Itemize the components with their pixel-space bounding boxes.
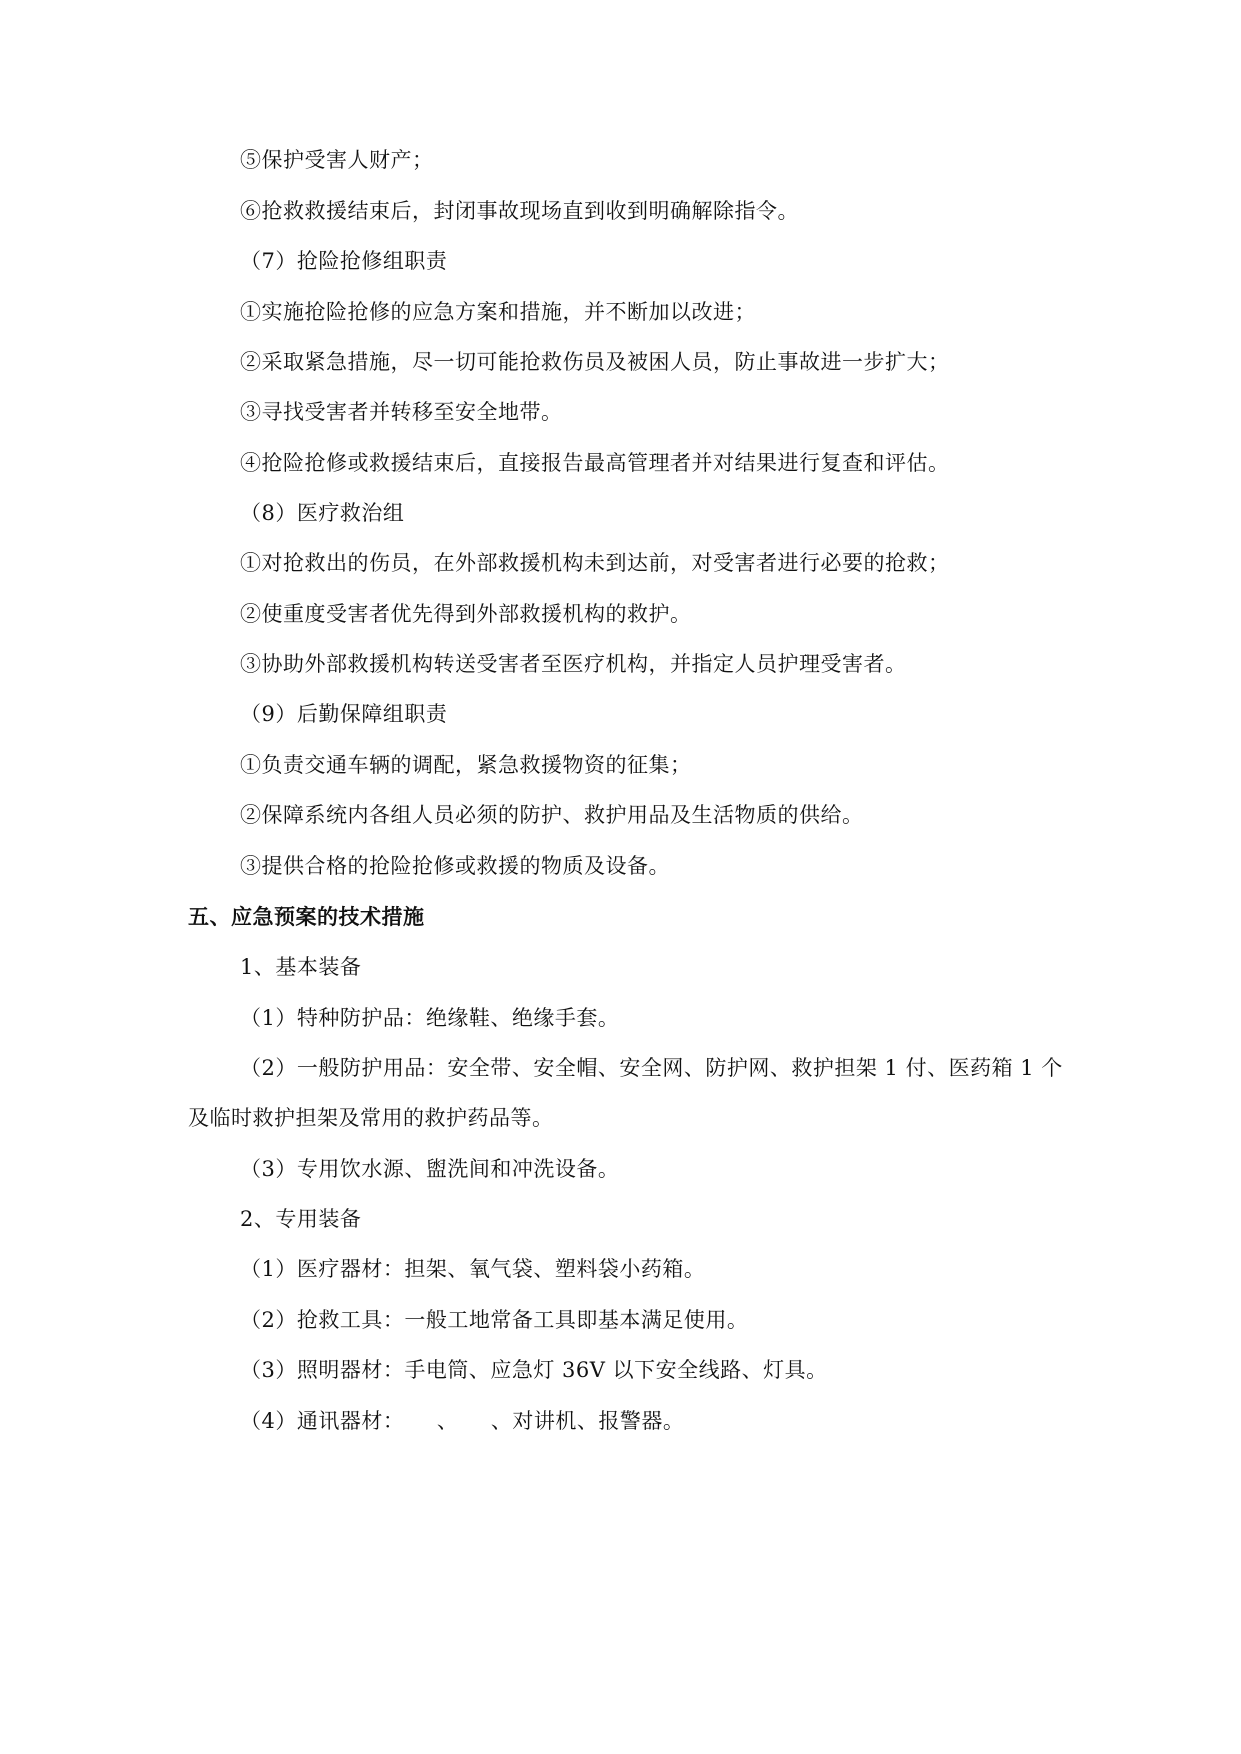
paragraph-line: （2）抢救工具：一般工地常备工具即基本满足使用。 xyxy=(240,1308,749,1332)
paragraph-line: ⑤保护受害人财产； xyxy=(240,148,434,172)
paragraph-line: ①负责交通车辆的调配，紧急救援物资的征集； xyxy=(240,753,692,777)
paragraph-line: ③协助外部救援机构转送受害者至医疗机构，并指定人员护理受害者。 xyxy=(240,652,907,676)
paragraph-line: ②采取紧急措施，尽一切可能抢救伤员及被困人员，防止事故进一步扩大； xyxy=(240,350,950,374)
paragraph-line: ①对抢救出的伤员，在外部救援机构未到达前，对受害者进行必要的抢救； xyxy=(240,551,950,575)
paragraph-line: （3）专用饮水源、盥洗间和冲洗设备。 xyxy=(240,1157,620,1181)
paragraph-line: （3）照明器材：手电筒、应急灯 36V 以下安全线路、灯具。 xyxy=(240,1358,828,1382)
paragraph-line: ②使重度受害者优先得到外部救援机构的救护。 xyxy=(240,602,692,626)
paragraph-line: （4）通讯器材： 、 、对讲机、报警器。 xyxy=(240,1409,685,1433)
paragraph-line: ③寻找受害者并转移至安全地带。 xyxy=(240,400,563,424)
paragraph-line: ⑥抢救救援结束后，封闭事故现场直到收到明确解除指令。 xyxy=(240,199,799,223)
paragraph-line: ③提供合格的抢险抢修或救援的物质及设备。 xyxy=(240,854,670,878)
section-subheading: （7）抢险抢修组职责 xyxy=(240,249,448,273)
paragraph-line: （1）特种防护品：绝缘鞋、绝缘手套。 xyxy=(240,1006,620,1030)
section-heading: 五、应急预案的技术措施 xyxy=(188,905,425,929)
section-subheading: （8）医疗救治组 xyxy=(240,501,405,525)
paragraph-line: 及临时救护担架及常用的救护药品等。 xyxy=(188,1106,554,1130)
section-subheading: 1、基本装备 xyxy=(240,955,362,979)
paragraph-line: ①实施抢险抢修的应急方案和措施，并不断加以改进； xyxy=(240,300,756,324)
section-subheading: （9）后勤保障组职责 xyxy=(240,702,448,726)
paragraph-line: ④抢险抢修或救援结束后，直接报告最高管理者并对结果进行复查和评估。 xyxy=(240,451,950,475)
section-subheading: 2、专用装备 xyxy=(240,1207,362,1231)
paragraph-line: ②保障系统内各组人员必须的防护、救护用品及生活物质的供给。 xyxy=(240,803,864,827)
paragraph-line: （2）一般防护用品：安全带、安全帽、安全网、防护网、救护担架 1 付、医药箱 1 个 xyxy=(240,1056,1063,1080)
paragraph-line: （1）医疗器材：担架、氧气袋、塑料袋小药箱。 xyxy=(240,1257,706,1281)
